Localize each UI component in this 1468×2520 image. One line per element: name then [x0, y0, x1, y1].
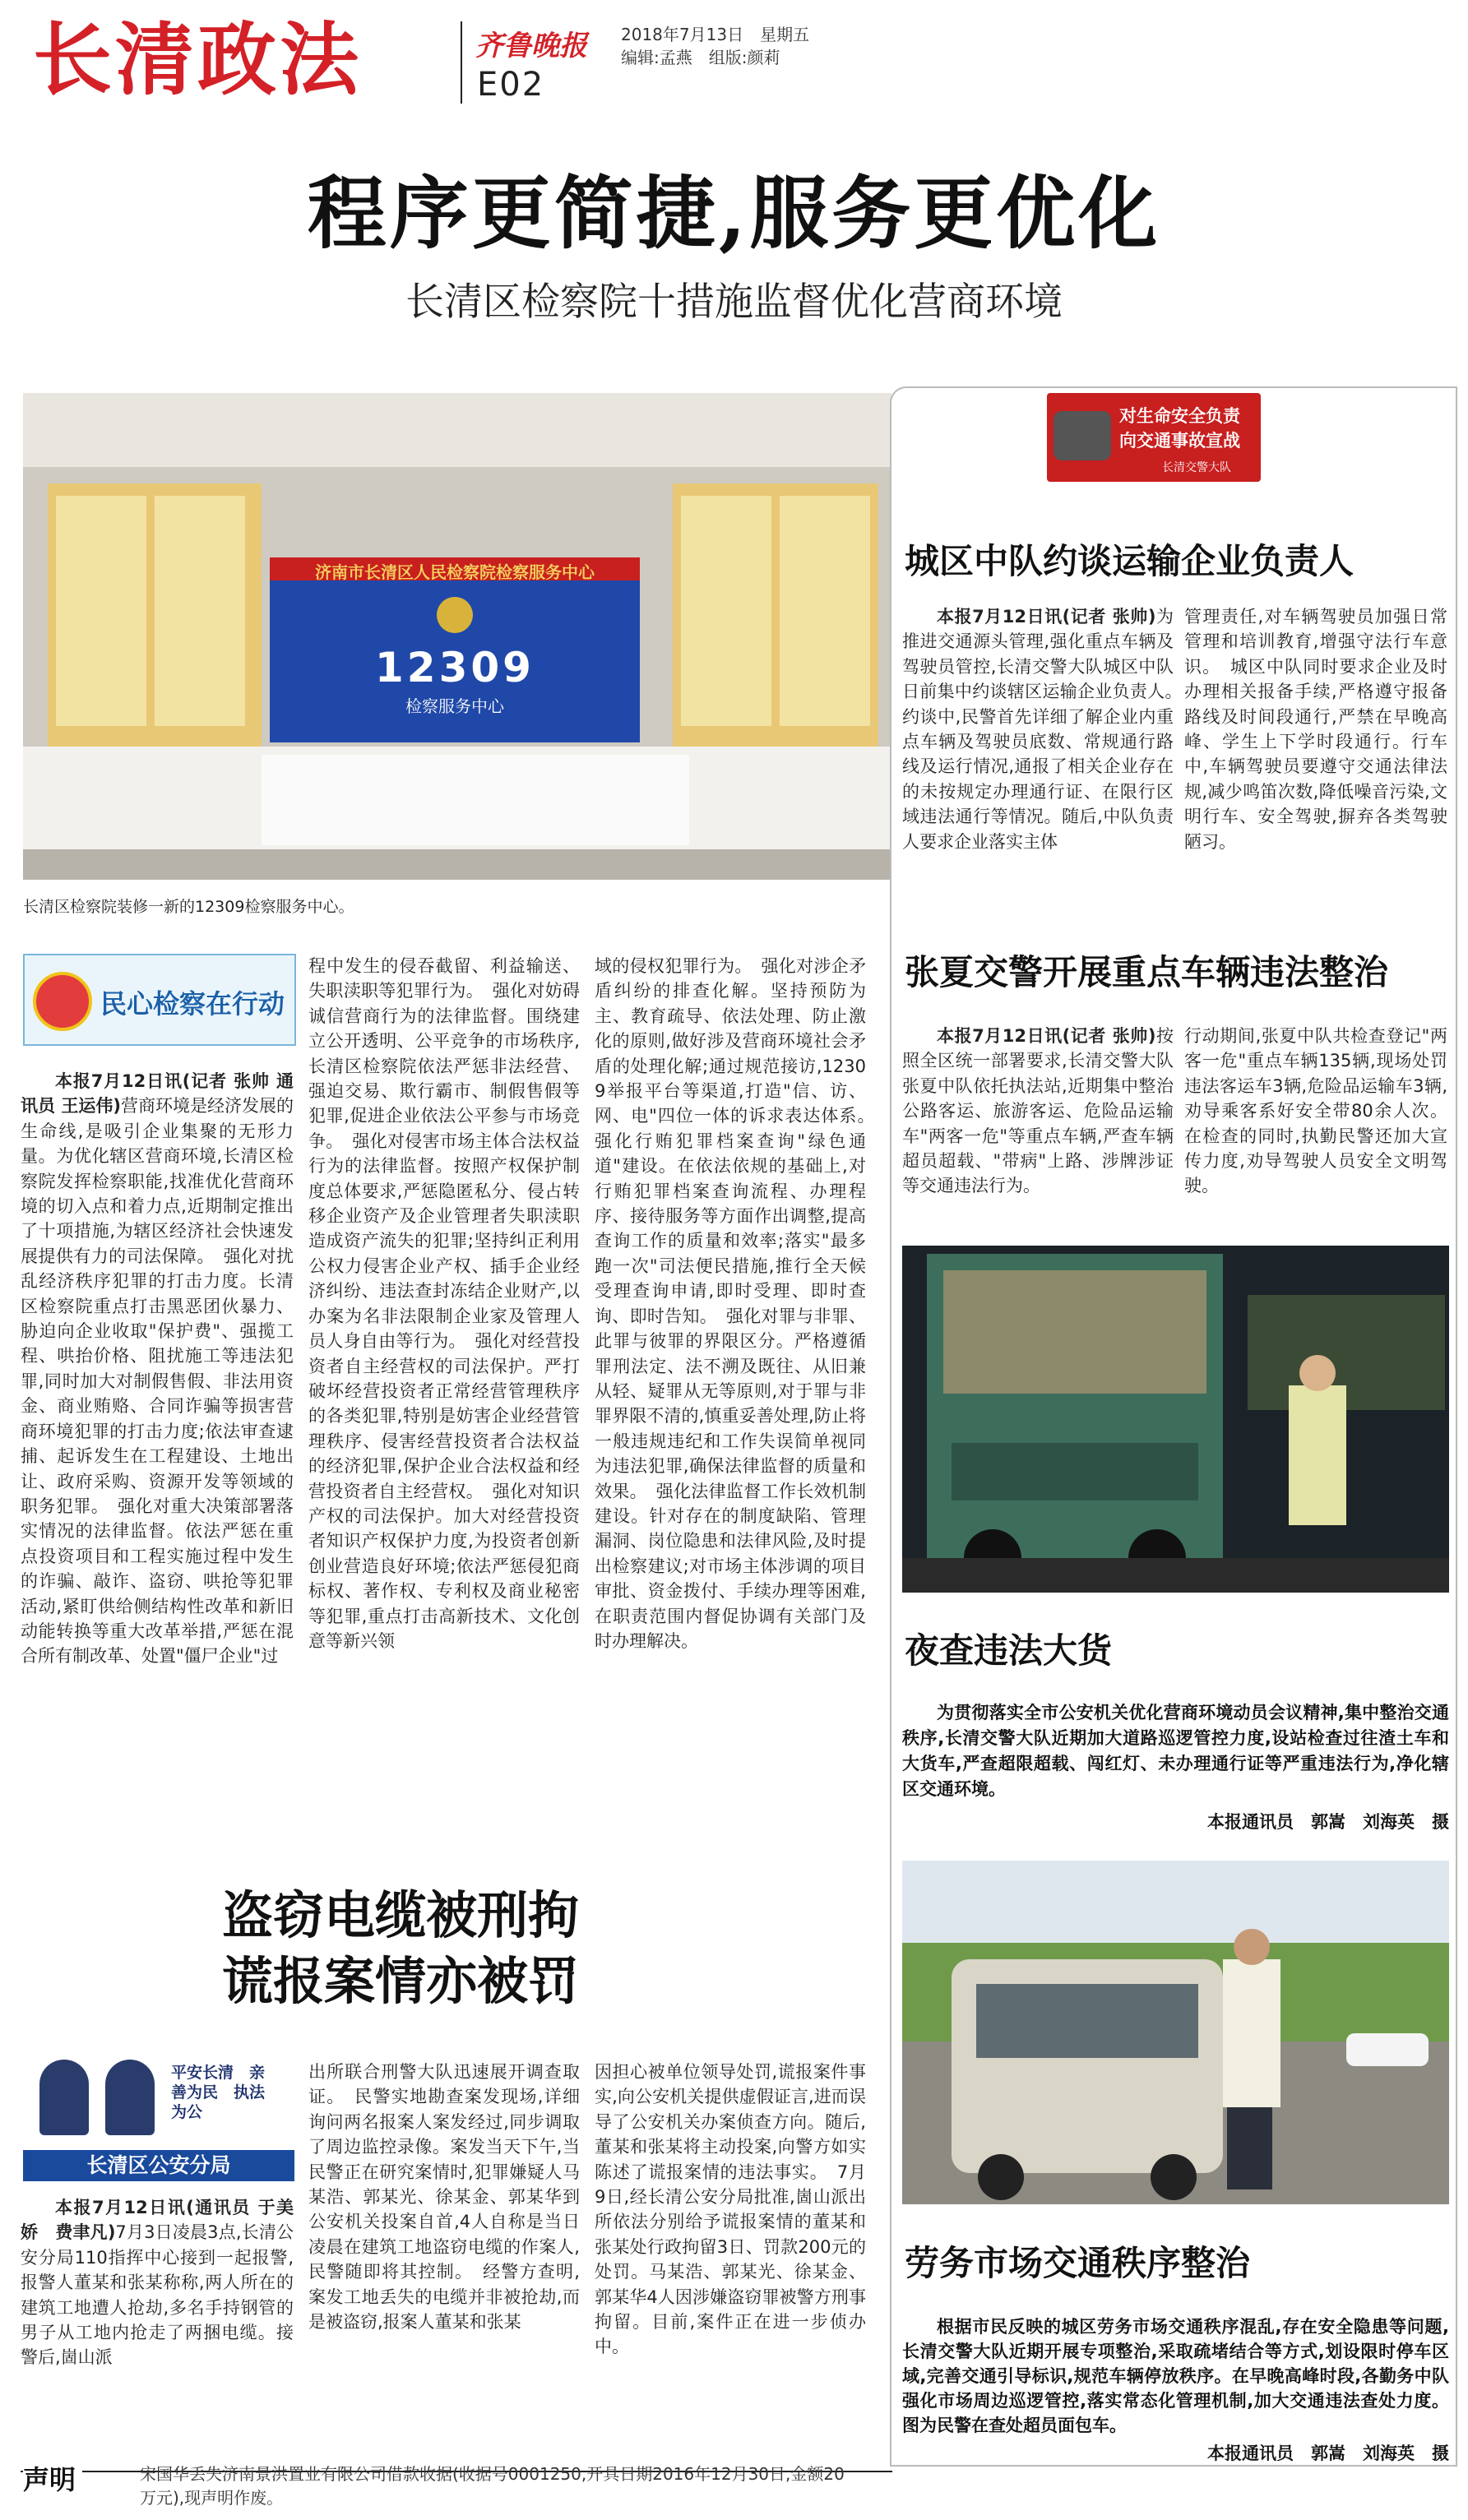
- story4-credit: 本报通讯员 郭嵩 刘海英 摄: [1207, 2444, 1449, 2463]
- main-article-col2: [308, 954, 580, 1842]
- photo-caption: 长清区检察院装修一新的12309检察服务中心。: [23, 898, 354, 916]
- notice-label: 声明: [23, 2463, 82, 2496]
- story2-lead: 本报7月12日讯(记者 张帅): [937, 1026, 1156, 1046]
- story2-col1-text: 按照全区统一部署要求,长清交警大队张夏中队依托执法站,近期集中整治公路客运、旅游客运、危险品运输车"两客一危"等重点车辆,严查车辆超员超载、"带病"上路、涉牌涉证等交通违法行为。: [902, 1026, 1174, 1196]
- story1-lead: 本报7月12日讯(记者 张帅): [937, 607, 1156, 627]
- theft-col1: [21, 2195, 294, 2467]
- story2-col2-text: 行动期间,张夏中队共检查登记"两客一危"重点车辆135辆,现场处罚违法客运车3辆,危险品运输车3辆,劝导乘客系好安全带80余人次。在检查的同时,执勤民警还加大宣传力度,劝导驾驶人员安全文明驾驶。: [1184, 1026, 1447, 1196]
- main-article-col1: [21, 1069, 294, 1842]
- story3-body: 为贯彻落实全市公安机关优化营商环境动员会议精神,集中整治交通秩序,长清交警大队近期加大道路巡逻管控力度,设站检查过往渣土车和大货车,严查超限超载、闯红灯、未办理通行证等严重违法行为,净化辖区交通环境。: [902, 1703, 1449, 1799]
- main-col2-text: 程中发生的侵吞截留、利益输送、失职渎职等犯罪行为。 强化对妨碍诚信营商行为的法律监督。围绕建立公开透明、公平竞争的市场秩序,长清区检察院依法严惩非法经营、强迫交易、欺行霸市、制假售假等犯罪,促进企业依法公平参与市场竞争。 强化对侵害市场主体合法权益行为的法律监督。按照产权保护制度总体要求,严惩隐匿私分、侵占转移企业资产及企业管理者失职渎职造成资产流失的犯罪;坚持纠正利用公权力侵害企业产权、插手企业经济纠纷、违法查封冻结企业财产,以办案为名非法限制企业家及管理人员人身自由等行为。 强化对经营投资者自主经营权的司法保护。严打破坏经营投资者正常经营管理秩序的各类犯罪,特别是妨害企业经营管理秩序、侵害经营投资者合法权益的经济犯罪,保护企业合法权益和经营投资者自主经营权。 强化对知识产权的司法保护。加大对经营投资者知识产权保护力度,为投资者创新创业营造良好环境;依法严惩侵犯商标权、著作权、专利权及商业秘密等犯罪,重点打击高新技术、文化创意等新兴领: [308, 956, 580, 1651]
- story1-headline: 城区中队约谈运输企业负责人: [905, 541, 1355, 581]
- story1-col1: [902, 604, 1174, 917]
- main-subhead: 长清区检察院十措施监督优化营商环境: [405, 280, 1063, 325]
- banner-line-2: 向交通事故宣战: [1119, 431, 1240, 451]
- masthead-divider: [461, 21, 462, 104]
- editors: 编辑:孟燕 组版:颜莉: [621, 48, 780, 67]
- theft-col2-text: 出所联合刑警大队迅速展开调查取证。 民警实地勘查案发现场,详细询问两名报案人案发经过,同步调取了周边监控录像。案发当天下午,当民警正在研究案情时,犯罪嫌疑人马某浩、郭某光、徐某金、郭某华到公安机关投案自首,4人自称是当日凌晨在建筑工地盗窃电缆的作案人,民警随即将其控制。 经警方查明,案发工地丢失的电缆并非被抢劫,而是被盗窃,报案人董某和张某: [308, 2062, 580, 2333]
- story2-headline: 张夏交警开展重点车辆违法整治: [905, 952, 1389, 992]
- service-center-photo: [23, 393, 891, 880]
- story2-col1: [902, 1024, 1174, 1229]
- hotline-number: 12309: [375, 644, 535, 691]
- main-article-col3: [595, 954, 866, 1842]
- night-inspection-photo: [902, 1246, 1449, 1593]
- theft-lead: 本报7月12日讯(通讯员 于美娇 费聿凡): [21, 2198, 294, 2243]
- police-bureau-label: 长清区公安分局: [23, 2150, 294, 2181]
- page-number: E02: [477, 66, 545, 104]
- theft-col2: [308, 2060, 580, 2467]
- car-crash-icon: [1054, 411, 1111, 460]
- police-slogan: 平安长清 亲善为民 执法为公: [171, 2064, 266, 2121]
- story4-headline: 劳务市场交通秩序整治: [905, 2243, 1251, 2283]
- hotline-subtitle: 检察服务中心: [405, 696, 504, 716]
- police-officer-icon: [39, 2060, 89, 2135]
- main-col1-text: 营商环境是经济发展的生命线,是吸引企业集聚的无形力量。为优化辖区营商环境,长清区检察院发挥检察职能,找准优化营商环境的切入点和着力点,近期制定推出了十项措施,为辖区经济社会快速发展提供有力的司法保障。 强化对扰乱经济秩序犯罪的打击力度。长清区检察院重点打击黑恶团伙暴力、胁迫向企业收取"保护费"、强揽工程、哄抬价格、阻扰施工等违法犯罪,同时加大对制假售假、非法用资金、商业贿赂、合同诈骗等损害营商环境犯罪的打击力度;依法审查逮捕、起诉发生在工程建设、土地出让、政府采购、资源开发等领域的职务犯罪。 强化对重大决策部署落实情况的法律监督。依法严惩在重点投资项目和工程实施过程中发生的诈骗、敲诈、盗窃、哄抢等犯罪活动,紧盯供给侧结构性改革和新旧动能转换等重大改革举措,严惩在混合所有制改革、处置"僵尸企业"过: [21, 1096, 294, 1667]
- story3-headline: 夜查违法大货: [905, 1630, 1113, 1671]
- police-badge: [23, 2060, 294, 2183]
- theft-headline-1: 盗窃电缆被刑拘: [222, 1885, 580, 1945]
- wall-banner-text: 济南市长清区人民检察院检察服务中心: [315, 562, 595, 582]
- main-headline: 程序更简捷,服务更优化: [307, 167, 1161, 260]
- theft-col1-text: 7月3日凌晨3点,长清公安分局110指挥中心接到一起报警,报警人董某和张某称称,两人所在的建筑工地遭人抢劫,多名手持钢管的男子从工地内抢走了两捆电缆。接警后,崮山派: [21, 2222, 294, 2368]
- story1-col1-text: 为推进交通源头管理,强化重点车辆及驾驶员管控,长清交警大队城区中队日前集中约谈辖区运输企业负责人。 约谈中,民警首先详细了解企业内重点车辆及驾驶员底数、常规通行路线及运行情况,通报了相关企业存在的未按规定办理通行证、在限行区域违法通行等情况。随后,中队负责人要求企业落实主体: [902, 607, 1174, 852]
- story1-col2-text: 管理责任,对车辆驾驶员加强日常管理和培训教育,增强守法行车意识。 城区中队同时要求企业及时办理相关报备手续,严格遵守报备路线及时间段通行,严禁在早晚高峰、学生上下学时段通行。行车中,车辆驾驶员要遵守交通法律法规,减少鸣笛次数,降低噪音污染,文明行车、安全驾驶,摒弃各类驾驶陋习。: [1184, 607, 1447, 852]
- paper-logo: 齐鲁晚报: [475, 30, 587, 62]
- story4-body: 根据市民反映的城区劳务市场交通秩序混乱,存在安全隐患等问题,长清交警大队近期开展专项整治,采取疏堵结合等方式,划设限时停车区域,完善交通引导标识,规范车辆停放秩序。在早晚高峰时段,各勤务中队强化市场周边巡逻管控,落实常态化管理机制,加大交通违法查处力度。图为民警在查处超员面包车。: [902, 2317, 1449, 2435]
- theft-headline-2: 谎报案情亦被罚: [222, 1951, 580, 2011]
- emblem-icon: [33, 972, 92, 1031]
- issue-date: 2018年7月13日 星期五: [621, 25, 810, 44]
- notice-text: 宋国华丢失济南景洪置业有限公司借款收据(收据号0001250,开具日期2016年12月30日,金额20万元),现声明作废。: [140, 2464, 845, 2508]
- story2-col2: [1184, 1024, 1447, 1229]
- banner-line-1: 对生命安全负责: [1119, 406, 1240, 426]
- badge-title: 民心检察在行动: [100, 988, 285, 1020]
- banner-sub: 长清交警大队: [1162, 461, 1231, 474]
- main-lead: 本报7月12日讯(记者 张帅 通讯员 王运伟): [21, 1071, 294, 1117]
- theft-col3: [595, 2060, 866, 2467]
- labor-market-photo: [902, 1861, 1449, 2204]
- section-title: 长清政法: [33, 13, 362, 106]
- theft-col3-text: 因担心被单位领导处罚,谎报案件事实,向公安机关提供虚假证言,进而误导了公安机关办案侦查方向。随后,董某和张某将主动投案,向警方如实陈述了谎报案情的违法事实。 7月9日,经长清公安分局批准,崮山派出所依法分别给予谎报案情的董某和张某处行政拘留3日、罚款200元的处罚。马某浩、郭某光、徐某金、郭某华4人因涉嫌盗窃罪被警方刑事拘留。目前,案件正在进一步侦办中。: [595, 2062, 866, 2357]
- procuratorate-badge: [23, 954, 296, 1046]
- story1-col2: [1184, 604, 1447, 917]
- traffic-banner: [1047, 393, 1261, 482]
- main-col3-text: 域的侵权犯罪行为。 强化对涉企矛盾纠纷的排查化解。坚持预防为主、教育疏导、依法处理、防止激化的原则,做好涉及营商环境社会矛盾的处理化解;通过规范接访,12309举报平台等渠道,打造"信、访、网、电"四位一体的诉求表达体系。 强化行贿犯罪档案查询"绿色通道"建设。在依法依规的基础上,对行贿犯罪档案查询流程、办理程序、接待服务等方面作出调整,提高查询工作的质量和效率;落实"最多跑一次"司法便民措施,推行全天候受理查询申请,即时受理、即时查询、即时告知。 强化对罪与非罪、此罪与彼罪的界限区分。严格遵循罪刑法定、法不溯及既往、从旧兼从轻、疑罪从无等原则,对于罪与非罪界限不清的,慎重妥善处理,防止将一般违规违纪和工作失误简单视同为违法犯罪,确保法律监督的质量和效果。 强化法律监督工作长效机制建设。针对存在的制度缺陷、管理漏洞、岗位隐患和法律风险,及时提出检察建议;对市场主体涉调的项目审批、资金拨付、手续办理等困难,在职责范围内督促协调有关部门及时办理解决。: [595, 956, 866, 1651]
- story3-credit: 本报通讯员 郭嵩 刘海英 摄: [1207, 1812, 1449, 1832]
- police-officer-icon: [105, 2060, 155, 2135]
